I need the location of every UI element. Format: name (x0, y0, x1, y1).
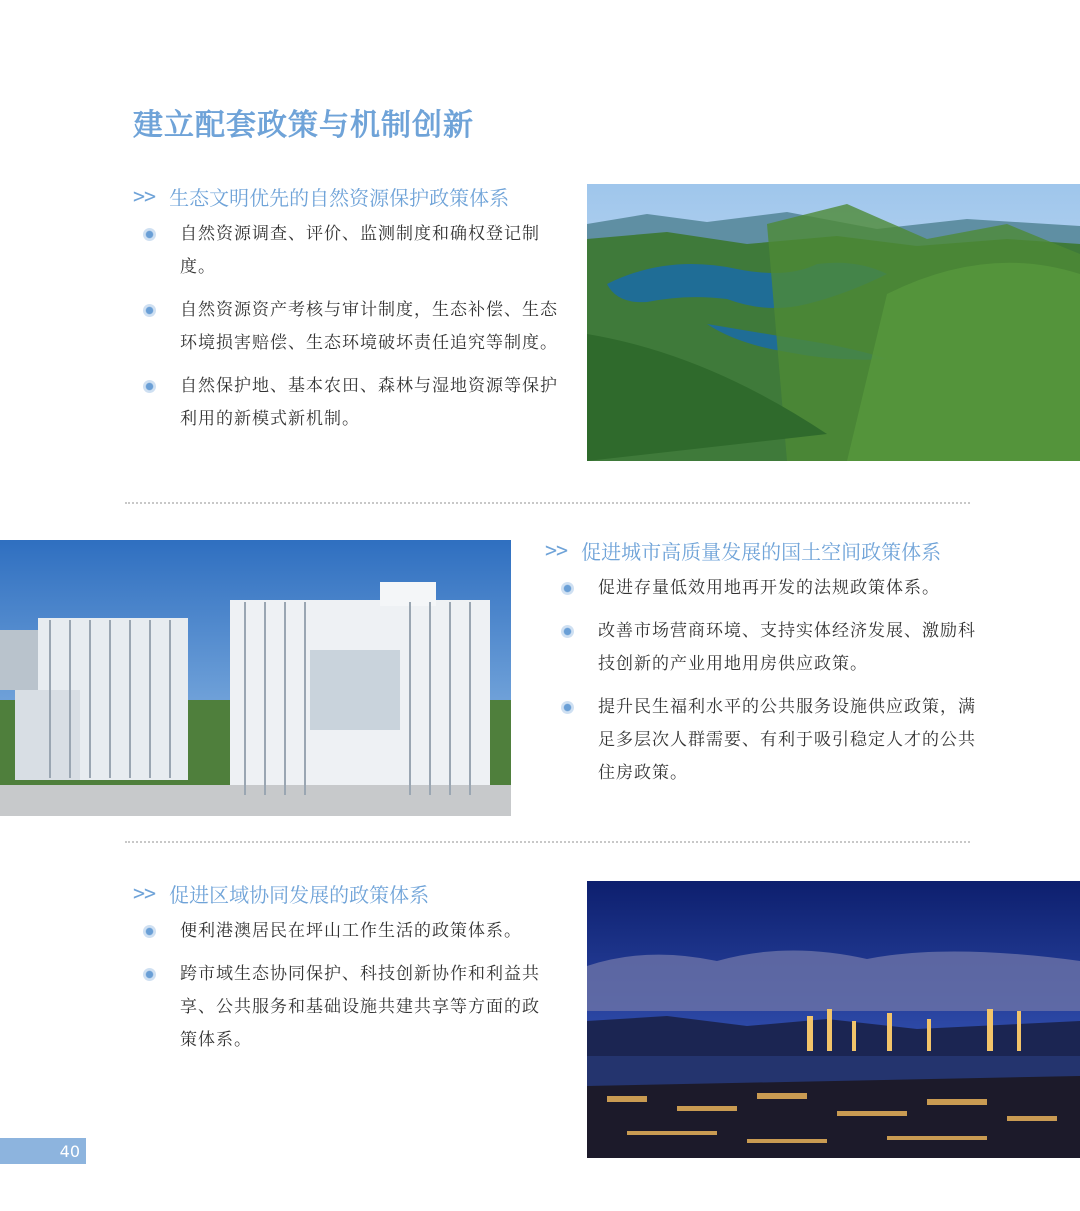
section-regional-coordination (133, 879, 553, 1067)
list-item: 便利港澳居民在坪山工作生活的政策体系。 (133, 915, 553, 948)
section-heading (133, 879, 553, 907)
list-item: 自然资源资产考核与审计制度，生态补偿、生态环境损害赔偿、生态环境破坏责任追究等制度。 (133, 294, 563, 360)
section-natural-resources (133, 182, 563, 446)
bullet-dot-icon (143, 304, 156, 317)
bullet-dot-icon (143, 925, 156, 938)
section-divider (125, 841, 970, 843)
section-heading-text: 促进区域协同发展的政策体系 (169, 882, 430, 907)
list-item: 提升民生福利水平的公共服务设施供应政策，满足多层次人群需要、有利于吸引稳定人才的公共住房政策。 (551, 691, 985, 790)
list-item: 自然保护地、基本农田、森林与湿地资源等保护利用的新模式新机制。 (133, 370, 563, 436)
section-list (133, 218, 563, 436)
list-item: 跨市域生态协同保护、科技创新协作和利益共享、公共服务和基础设施共建共享等方面的政策体系。 (133, 958, 553, 1057)
section-list (133, 915, 553, 1057)
section-heading (545, 536, 985, 564)
list-item: 促进存量低效用地再开发的法规政策体系。 (551, 572, 985, 605)
page-title: 建立配套政策与机制创新 (133, 108, 474, 143)
mountain-lake-photo (587, 184, 1080, 461)
page-number-badge (0, 1138, 86, 1164)
bullet-dot-icon (561, 582, 574, 595)
bullet-dot-icon (143, 968, 156, 981)
chevron-icon: >> (133, 184, 156, 208)
section-heading (133, 182, 563, 210)
section-list (551, 572, 985, 790)
chevron-icon: >> (133, 881, 156, 905)
list-item: 自然资源调查、评价、监测制度和确权登记制度。 (133, 218, 563, 284)
page-number: 40 (59, 1141, 80, 1161)
bullet-dot-icon (143, 228, 156, 241)
bullet-dot-icon (561, 701, 574, 714)
section-heading-text: 促进城市高质量发展的国土空间政策体系 (581, 539, 942, 564)
bullet-dot-icon (561, 625, 574, 638)
city-night-skyline-photo (587, 881, 1080, 1158)
bullet-dot-icon (143, 380, 156, 393)
office-buildings-photo (0, 540, 511, 816)
section-heading-text: 生态文明优先的自然资源保护政策体系 (169, 185, 510, 210)
list-item: 改善市场营商环境、支持实体经济发展、激励科技创新的产业用地用房供应政策。 (551, 615, 985, 681)
section-urban-development (545, 536, 985, 800)
section-divider (125, 502, 970, 504)
chevron-icon: >> (545, 538, 568, 562)
